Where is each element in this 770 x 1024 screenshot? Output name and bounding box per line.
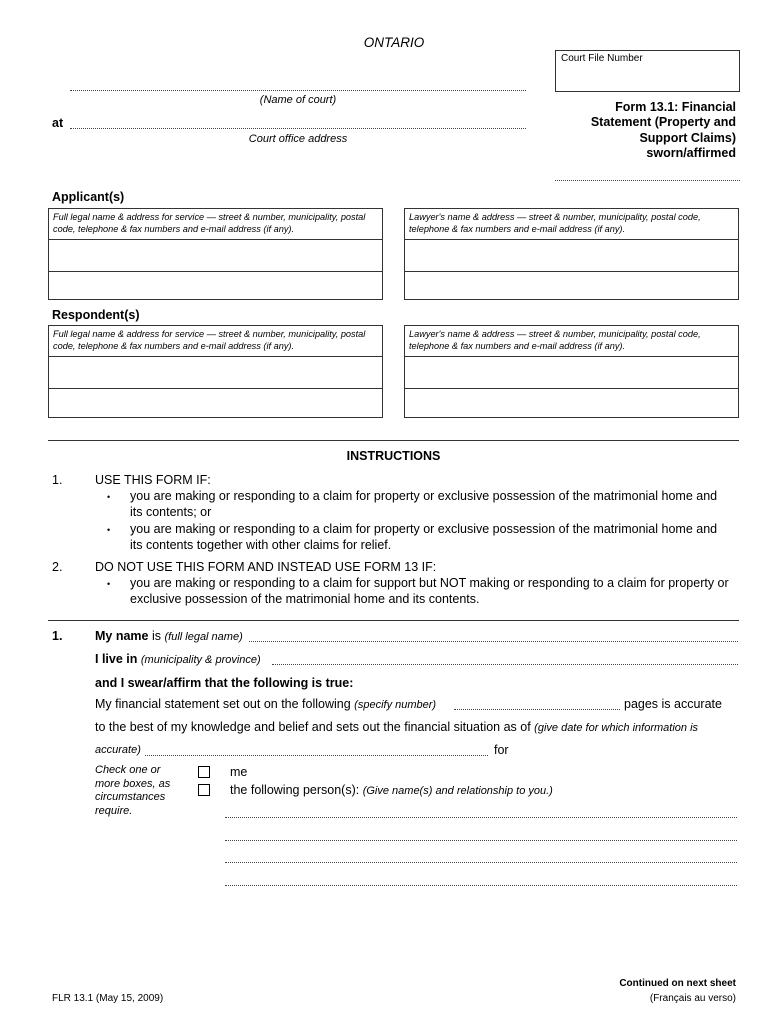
hint: (full legal name) xyxy=(164,631,243,643)
live-in-label: I live in xyxy=(95,652,138,666)
my-name-row xyxy=(95,629,243,643)
option-me-label: me xyxy=(230,765,248,779)
sworn-affirmed-line[interactable] xyxy=(555,180,740,181)
text-line: you are making or responding to a claim for support but NOT making or responding to a claim for property or xyxy=(130,576,729,590)
province-title: ONTARIO xyxy=(363,35,425,50)
text-line: circumstances xyxy=(95,791,166,804)
name-of-court-line[interactable] xyxy=(70,90,526,91)
text-line: require. xyxy=(95,804,133,817)
bullet: • xyxy=(107,525,111,535)
applicant-lawyer-field[interactable] xyxy=(405,239,738,271)
best-knowledge-row xyxy=(95,720,698,734)
respondent-lawyer-label: Lawyer's name & address — street & number, municipality, postal code, telephone & fax numbers and e-mail address (if any). xyxy=(409,329,701,351)
respondent-party-box xyxy=(48,325,383,418)
text: is xyxy=(148,629,165,643)
number-of-pages-field[interactable] xyxy=(454,709,620,710)
instruction-1-number: 1. xyxy=(52,473,63,487)
section-1-number: 1. xyxy=(52,629,63,643)
text-line: its contents together with other claims for relief. xyxy=(130,537,392,552)
respondent-party-label: Full legal name & address for service — street & number, municipality, postal code, telephone & fax numbers and e-mail address (if any). xyxy=(53,329,366,351)
full-legal-name-field[interactable] xyxy=(249,641,738,642)
following-persons-checkbox[interactable] xyxy=(198,784,210,796)
date-field[interactable] xyxy=(145,755,488,756)
at-label: at xyxy=(52,116,64,130)
text-line: exclusive possession of the matrimonial home and its contents. xyxy=(130,591,480,606)
court-file-number-label: Court File Number xyxy=(561,53,643,64)
text: My financial statement set out on the following xyxy=(95,697,355,711)
respondent-party-field[interactable] xyxy=(49,356,382,388)
respondent-lawyer-box xyxy=(404,325,739,418)
text-line: Check one or xyxy=(95,764,161,776)
form-title-line: Support Claims) xyxy=(639,130,736,145)
swear-statement: and I swear/affirm that the following is true: xyxy=(95,676,354,690)
persons-field-line[interactable] xyxy=(225,817,737,818)
respondents-heading: Respondent(s) xyxy=(52,308,140,322)
instruction-1-title: USE THIS FORM IF: xyxy=(95,473,211,487)
court-office-address-line[interactable] xyxy=(70,128,526,129)
persons-field-line[interactable] xyxy=(225,840,737,841)
text: to the best of my knowledge and belief and sets out the financial situation as of xyxy=(95,720,535,734)
french-version-note: (Français au verso) xyxy=(649,993,736,1004)
applicants-heading: Applicant(s) xyxy=(52,190,125,204)
bullet: • xyxy=(107,492,111,502)
continued-note: Continued on next sheet xyxy=(619,978,736,989)
respondent-party-field[interactable] xyxy=(49,388,382,419)
hint: (Give name(s) and relationship to you.) xyxy=(362,785,553,797)
text: the following person(s): xyxy=(230,783,363,797)
statement-row xyxy=(95,697,436,711)
instruction-1-bullet-2 xyxy=(130,522,717,553)
live-in-row xyxy=(95,652,261,666)
text-line: you are making or responding to a claim for property or exclusive possession of the matrimonial home and xyxy=(130,522,718,536)
hint: (municipality & province) xyxy=(140,654,261,666)
applicant-lawyer-label: Lawyer's name & address — street & number, municipality, postal code, telephone & fax numbers and e-mail address (if any). xyxy=(409,212,701,234)
form-title-line: sworn/affirmed xyxy=(646,145,736,160)
form-title xyxy=(591,100,736,161)
instruction-2-number: 2. xyxy=(52,560,63,574)
instruction-2-title: DO NOT USE THIS FORM AND INSTEAD USE FORM 13 IF: xyxy=(95,560,437,574)
form-title-line: Form 13.1: Financial xyxy=(615,100,736,114)
applicant-lawyer-box xyxy=(404,208,739,300)
municipality-province-field[interactable] xyxy=(272,664,738,665)
bullet: • xyxy=(107,579,111,589)
text-line: its contents; or xyxy=(130,504,212,519)
instructions-heading: INSTRUCTIONS xyxy=(346,449,441,463)
text-line: more boxes, as xyxy=(95,777,171,790)
court-file-number-box[interactable] xyxy=(555,50,740,92)
instruction-2-bullet-1 xyxy=(130,576,729,607)
instructions-top-rule xyxy=(48,440,739,441)
my-name-label: My name xyxy=(95,629,149,643)
hint: (give date for which information is xyxy=(534,722,699,734)
applicant-party-box xyxy=(48,208,383,300)
respondent-lawyer-field[interactable] xyxy=(405,356,738,388)
applicant-party-field[interactable] xyxy=(49,239,382,271)
name-of-court-label: (Name of court) xyxy=(259,94,337,106)
form-code: FLR 13.1 (May 15, 2009) xyxy=(52,993,164,1004)
applicant-party-label: Full legal name & address for service — street & number, municipality, postal code, telephone & fax numbers and e-mail address (if any). xyxy=(53,212,366,234)
for-label: for xyxy=(494,743,509,757)
check-boxes-note xyxy=(95,764,170,818)
court-office-address-label: Court office address xyxy=(248,133,348,145)
hint: (specify number) xyxy=(354,699,437,711)
form-title-line: Statement (Property and xyxy=(590,115,736,130)
persons-field-line[interactable] xyxy=(225,885,737,886)
text-line: you are making or responding to a claim for property or exclusive possession of the matrimonial home and xyxy=(130,489,718,503)
me-checkbox[interactable] xyxy=(198,766,210,778)
respondent-lawyer-field[interactable] xyxy=(405,388,738,419)
persons-field-line[interactable] xyxy=(225,862,737,863)
accurate-hint: accurate) xyxy=(95,744,141,756)
applicant-lawyer-field[interactable] xyxy=(405,271,738,301)
option-persons-row xyxy=(230,783,553,797)
pages-accurate-text: pages is accurate xyxy=(624,697,722,711)
instructions-bottom-rule xyxy=(48,620,739,621)
applicant-party-field[interactable] xyxy=(49,271,382,301)
instruction-1-bullet-1 xyxy=(130,489,717,520)
